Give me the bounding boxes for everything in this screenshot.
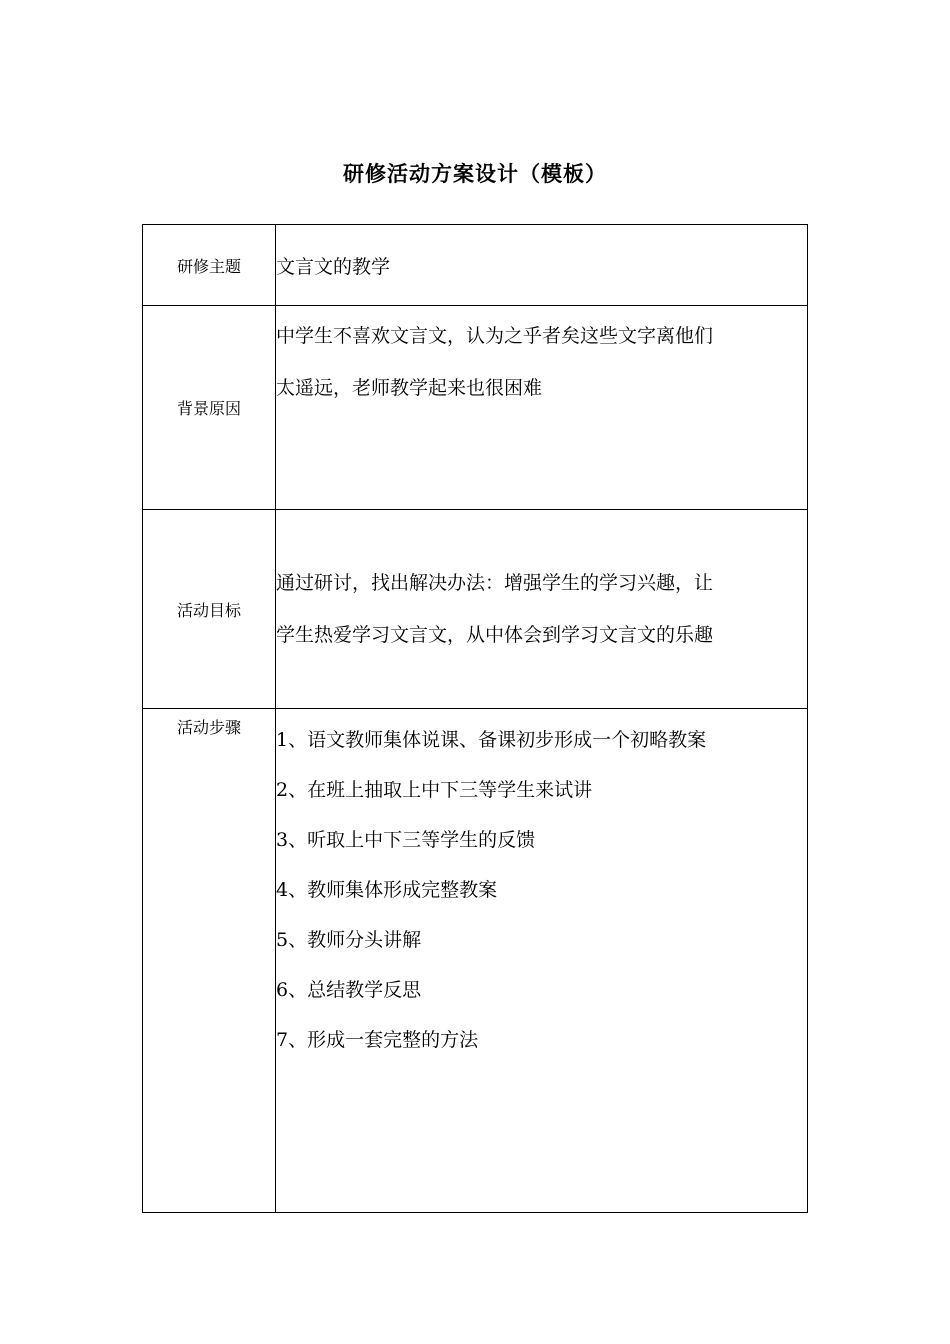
goal-line: 学生热爱学习文言文，从中体会到学习文言文的乐趣	[276, 624, 714, 646]
activity-plan-table	[142, 224, 808, 1213]
steps-label: 活动步骤	[143, 709, 276, 1213]
background-row	[143, 306, 808, 510]
step-item: 5、教师分头讲解	[276, 929, 422, 951]
topic-label: 研修主题	[143, 225, 276, 306]
steps-row	[143, 709, 808, 1213]
steps-list	[276, 715, 807, 1065]
step-item: 2、在班上抽取上中下三等学生来试讲	[276, 779, 593, 801]
step-item: 4、教师集体形成完整教案	[276, 879, 498, 901]
step-item: 1、语文教师集体说课、备课初步形成一个初略教案	[276, 729, 707, 751]
goal-row	[143, 510, 808, 709]
step-item: 3、听取上中下三等学生的反馈	[276, 829, 536, 851]
background-label: 背景原因	[143, 306, 276, 510]
step-item: 6、总结教学反思	[276, 979, 422, 1001]
background-line: 太遥远，老师教学起来也很困难	[276, 377, 543, 399]
document-title: 研修活动方案设计（模板）	[343, 161, 607, 186]
topic-row	[143, 225, 808, 306]
goal-line: 通过研讨，找出解决办法：增强学生的学习兴趣，让	[276, 572, 714, 594]
background-content	[276, 306, 808, 510]
step-item: 7、形成一套完整的方法	[276, 1029, 479, 1051]
background-line: 中学生不喜欢文言文，认为之乎者矣这些文字离他们	[276, 325, 714, 347]
goal-content	[276, 510, 808, 709]
steps-content	[276, 709, 808, 1213]
topic-value: 文言文的教学	[276, 225, 808, 306]
goal-label: 活动目标	[143, 510, 276, 709]
